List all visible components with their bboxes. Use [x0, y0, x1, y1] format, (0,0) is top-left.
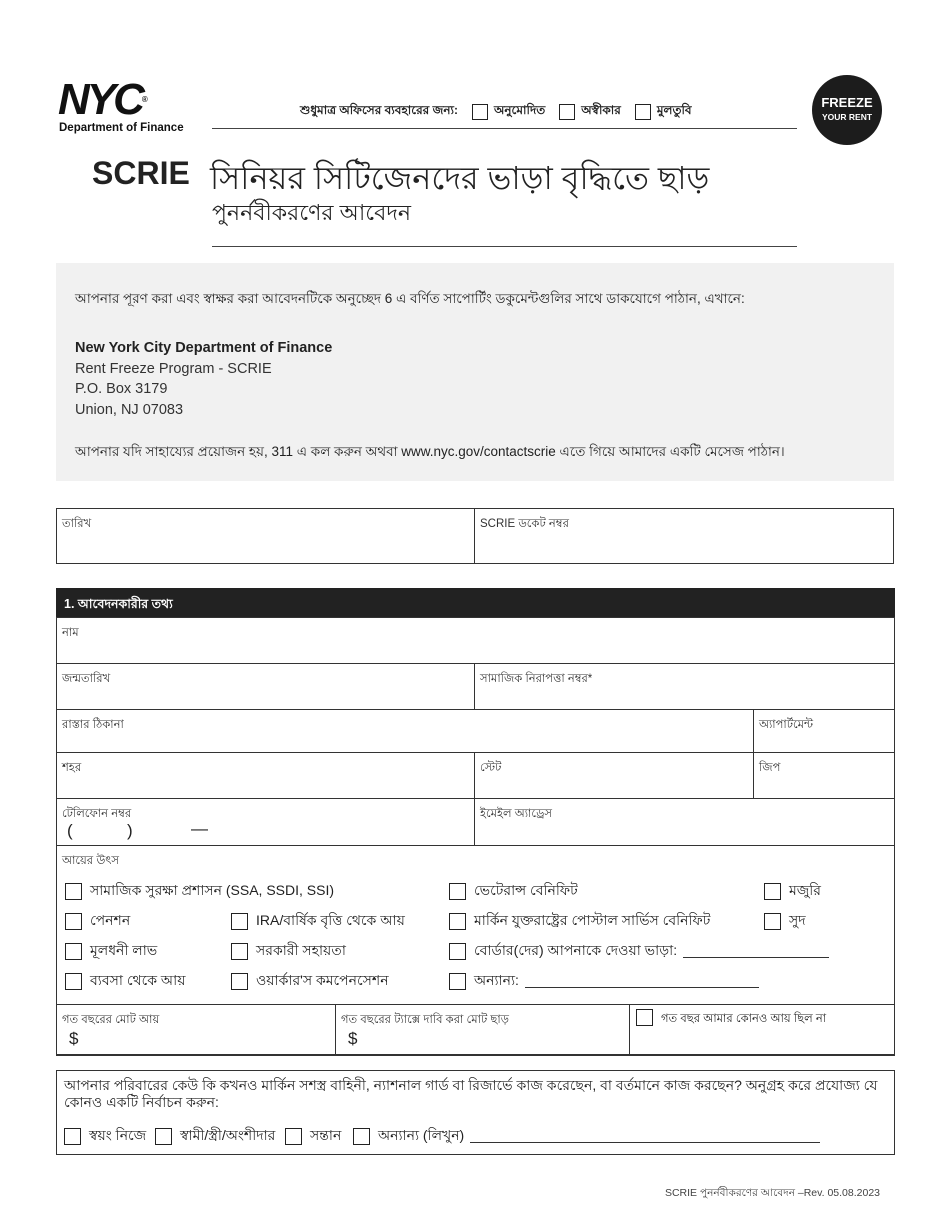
- help-text: আপনার যদি সাহায্যের প্রয়োজন হয়, 311 এ কল করুন অথবা www.nyc.gov/contactscrie এতে গিয়ে আমাদের একটি মেসেজ পাঠান।: [75, 444, 785, 459]
- area-code-open: (: [67, 821, 73, 840]
- mailing-instruction: আপনার পূরণ করা এবং স্বাক্ষর করা আবেদনটিকে অনুচ্ছেদ 6 এ বর্ণিত সাপোর্টিং ডকুমেন্টগুলির সাথে ডাকযোগে পাঠান, এখানে:: [75, 291, 745, 306]
- scrie-label: SCRIE: [92, 155, 190, 191]
- no-income-checkbox[interactable]: [636, 1009, 653, 1026]
- interest-checkbox[interactable]: [764, 913, 781, 930]
- street-label: রাস্তার ঠিকানা: [62, 719, 124, 731]
- department-name: Department of Finance: [59, 122, 184, 134]
- zip-label: জিপ: [759, 762, 781, 774]
- income-ssa-option[interactable]: সামাজিক সুরক্ষা প্রশাসন (SSA, SSDI, SSI): [65, 879, 334, 903]
- ssn-field[interactable]: [474, 663, 895, 710]
- office-use-row: [300, 102, 692, 122]
- military-question: আপনার পরিবারের কেউ কি কখনও মার্কিন সশস্ত্র বাহিনী, ন্যাশনাল গার্ড বা রিজার্ভে কাজ করেছেন, বা বর্তমানে কাজ করছেন? অনুগ্রহ করে প্রযোজ্য যে কোনও একটি নির্বাচন করুন:: [64, 1077, 878, 1110]
- income-business-option[interactable]: ব্যবসা থেকে আয়: [65, 969, 185, 993]
- approved-checkbox[interactable]: [472, 104, 488, 120]
- denied-label: অস্বীকার: [581, 103, 621, 117]
- apartment-label: অ্যাপার্টমেন্ট: [759, 719, 814, 731]
- no-income-field: [629, 1004, 895, 1056]
- pending-label: মুলতুবি: [656, 103, 692, 117]
- docket-number-field[interactable]: [474, 508, 894, 564]
- income-other-option[interactable]: অন্যান্য:: [449, 969, 759, 993]
- denied-checkbox[interactable]: [559, 104, 575, 120]
- ssa-checkbox[interactable]: [65, 883, 82, 900]
- telephone-field[interactable]: [56, 798, 475, 846]
- income-postal-option[interactable]: মার্কিন যুক্তরাষ্ট্রের পোস্টাল সার্ভিস বেনিফিট: [449, 909, 710, 933]
- freeze-your-rent-badge: FREEZE YOUR RENT: [812, 75, 882, 145]
- pending-checkbox[interactable]: [635, 104, 651, 120]
- telephone-label: টেলিফোন নম্বর: [62, 808, 132, 820]
- total-income-label: গত বছরের মোট আয়: [62, 1014, 160, 1026]
- state-field[interactable]: [474, 752, 754, 799]
- military-child-option[interactable]: সন্তান: [285, 1124, 341, 1148]
- approved-label: অনুমোদিত: [493, 103, 546, 117]
- date-field[interactable]: [56, 508, 475, 564]
- total-income-field[interactable]: [56, 1004, 336, 1056]
- apartment-field[interactable]: [753, 709, 895, 753]
- boarder-amount-line[interactable]: [683, 945, 829, 958]
- office-use-label: শুধুমাত্র অফিসের ব্যবহারের জন্য:: [300, 103, 458, 117]
- city-field[interactable]: [56, 752, 475, 799]
- form-revision-footer: SCRIE পুনর্নবীকরণের আবেদন –Rev. 05.08.2023: [664, 1187, 880, 1199]
- income-sources-label: আয়ের উৎস: [62, 855, 120, 867]
- docket-label: SCRIE ডকেট নম্বর: [480, 518, 569, 530]
- no-income-option[interactable]: গত বছর আমার কোনও আয় ছিল না: [636, 1009, 826, 1029]
- spouse-checkbox[interactable]: [155, 1128, 172, 1145]
- name-label: নাম: [62, 627, 79, 639]
- military-other-option[interactable]: অন্যান্য (লিখুন): [353, 1124, 820, 1148]
- page-title: সিনিয়র সিটিজেনদের ভাড়া বৃদ্ধিতে ছাড়: [210, 160, 710, 196]
- email-label: ইমেইল অ্যাড্রেস: [480, 808, 553, 820]
- boarder-checkbox[interactable]: [449, 943, 466, 960]
- income-veterans-option[interactable]: ভেটেরান্স বেনিফিট: [449, 879, 578, 903]
- address-line-3: Union, NJ 07083: [75, 401, 184, 418]
- mailing-address: [75, 338, 332, 420]
- address-line-2: P.O. Box 3179: [75, 381, 168, 397]
- zip-field[interactable]: [753, 752, 895, 799]
- office-rule: [212, 128, 797, 129]
- ssn-label: সামাজিক নিরাপত্তা নম্বর*: [480, 673, 593, 685]
- page-subtitle: পুনর্নবীকরণের আবেদন: [212, 200, 412, 225]
- workers-comp-checkbox[interactable]: [231, 973, 248, 990]
- section-1-header: 1. আবেদনকারীর তথ্য: [56, 588, 895, 618]
- self-checkbox[interactable]: [64, 1128, 81, 1145]
- street-address-field[interactable]: [56, 709, 754, 753]
- other-income-line[interactable]: [525, 975, 759, 988]
- child-checkbox[interactable]: [285, 1128, 302, 1145]
- income-capital-option[interactable]: মূলধনী লাভ: [65, 939, 157, 963]
- total-deductions-field[interactable]: [335, 1004, 630, 1056]
- income-boarder-option[interactable]: বোর্ডার(দের) আপনাকে দেওয়া ভাড়া:: [449, 939, 829, 963]
- wages-checkbox[interactable]: [764, 883, 781, 900]
- ira-checkbox[interactable]: [231, 913, 248, 930]
- dob-field[interactable]: [56, 663, 475, 710]
- email-field[interactable]: [474, 798, 895, 846]
- area-code-close: ): [127, 821, 133, 840]
- income-ira-option[interactable]: IRA/বার্ষিক বৃত্তি থেকে আয়: [231, 909, 405, 933]
- military-spouse-option[interactable]: স্বামী/স্ত্রী/অংশীদার: [155, 1124, 275, 1148]
- military-self-option[interactable]: স্বয়ং নিজে: [64, 1124, 146, 1148]
- capital-checkbox[interactable]: [65, 943, 82, 960]
- phone-dash: —: [191, 819, 208, 838]
- name-field[interactable]: [56, 617, 895, 664]
- address-line-1: Rent Freeze Program - SCRIE: [75, 360, 272, 377]
- income-interest-option[interactable]: সুদ: [764, 909, 806, 933]
- income-workers-option[interactable]: ওয়ার্কার'স কমপেনসেশন: [231, 969, 389, 993]
- total-deductions-label: গত বছরের ট্যাক্সে দাবি করা মোট ছাড়: [341, 1014, 509, 1026]
- total-deductions-dollar: $: [348, 1029, 358, 1048]
- income-wages-option[interactable]: মজুরি: [764, 879, 821, 903]
- postal-checkbox[interactable]: [449, 913, 466, 930]
- other-income-checkbox[interactable]: [449, 973, 466, 990]
- title-rule: [212, 246, 797, 247]
- date-label: তারিখ: [62, 518, 92, 530]
- nyc-logo: NYC®: [58, 75, 148, 124]
- military-other-checkbox[interactable]: [353, 1128, 370, 1145]
- income-public-option[interactable]: সরকারী সহায়তা: [231, 939, 346, 963]
- pension-checkbox[interactable]: [65, 913, 82, 930]
- total-income-dollar: $: [69, 1029, 79, 1048]
- dob-label: জন্মতারিখ: [62, 673, 111, 685]
- business-checkbox[interactable]: [65, 973, 82, 990]
- public-assistance-checkbox[interactable]: [231, 943, 248, 960]
- veterans-checkbox[interactable]: [449, 883, 466, 900]
- income-pension-option[interactable]: পেনশন: [65, 909, 130, 933]
- address-name: New York City Department of Finance: [75, 340, 333, 356]
- state-label: স্টেট: [480, 762, 502, 774]
- city-label: শহর: [62, 762, 82, 774]
- military-other-line[interactable]: [470, 1130, 820, 1143]
